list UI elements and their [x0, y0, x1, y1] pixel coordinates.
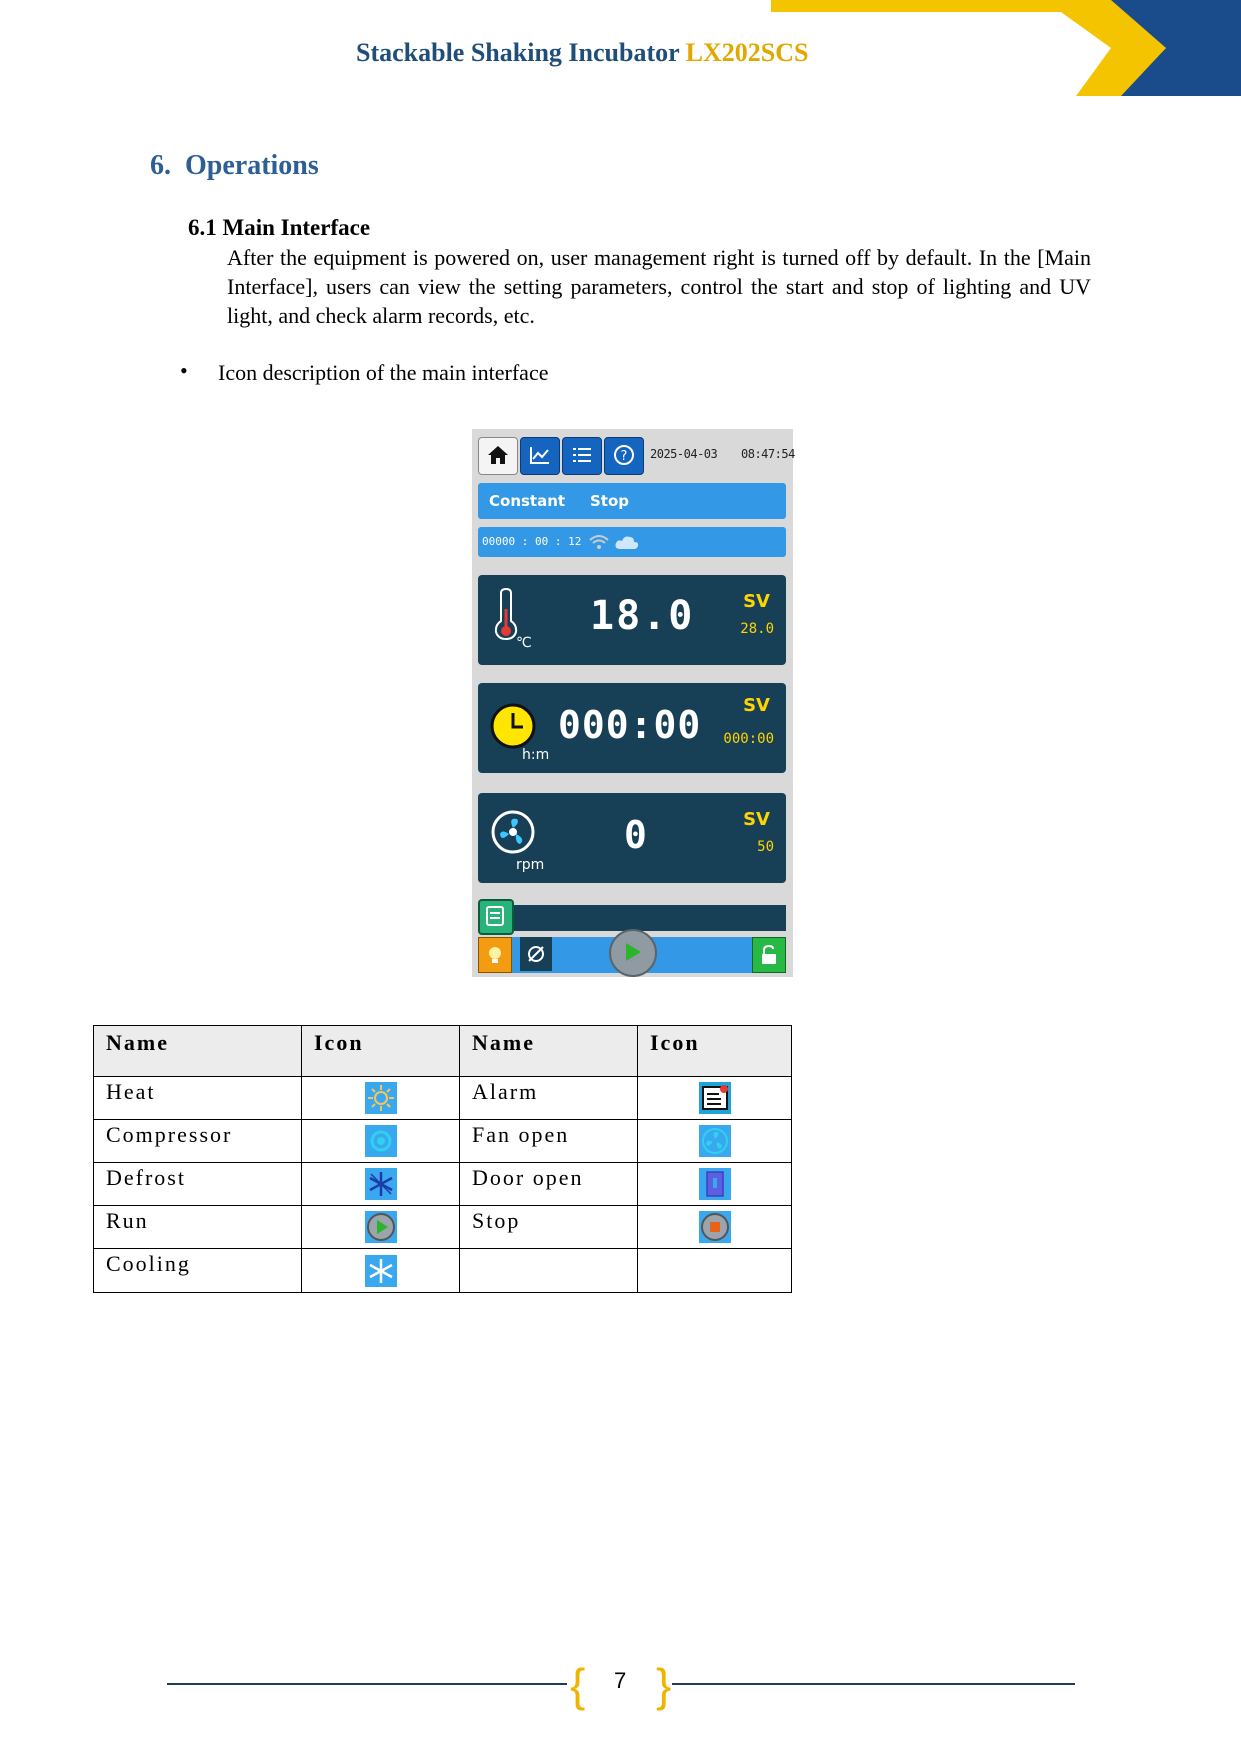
run-icon	[365, 1211, 397, 1243]
document-header-title	[356, 38, 809, 68]
table-row	[94, 1120, 792, 1163]
icon-description-table	[93, 1025, 792, 1293]
bullet-symbol: •	[180, 358, 188, 383]
speed-sv-value: 50	[757, 839, 774, 855]
thermometer-icon	[492, 587, 520, 641]
speed-unit: rpm	[516, 857, 545, 873]
alarm-strip	[478, 905, 786, 931]
run-button[interactable]	[609, 929, 657, 977]
curve-tab-button[interactable]	[520, 437, 560, 475]
cloud-icon	[614, 533, 640, 551]
table-row	[94, 1163, 792, 1206]
footer-bracket-left: {	[570, 1659, 586, 1711]
alarm-icon	[699, 1082, 731, 1114]
footer-line-right	[672, 1683, 1075, 1685]
info-bar	[478, 527, 786, 557]
stop-icon	[699, 1211, 731, 1243]
header-corner-decoration	[771, 0, 1241, 96]
svg-text:?: ?	[620, 449, 628, 464]
temperature-unit: ℃	[516, 635, 532, 651]
lock-button[interactable]	[752, 937, 786, 973]
help-icon	[612, 444, 636, 466]
intro-paragraph: After the equipment is powered on, user management right is turned off by default. In the [Main Interface], users can view the setting parameters, control the start and stop of lighting and UV light, and check alarm records, etc.	[227, 245, 1091, 328]
fan-speed-icon	[490, 809, 536, 855]
temperature-sv-value: 28.0	[740, 621, 774, 637]
icon-name: Run	[94, 1206, 302, 1249]
table-header: Name	[460, 1026, 638, 1077]
timer-value: 000:00	[558, 703, 702, 747]
icon-name: Alarm	[460, 1077, 638, 1120]
timer-sv-value: 000:00	[723, 731, 774, 747]
timer-panel[interactable]	[478, 683, 786, 773]
run-counter: 00000 : 00 : 12	[482, 535, 582, 548]
main-interface-screenshot	[472, 429, 793, 977]
chart-icon	[528, 444, 552, 466]
home-tab-button[interactable]	[478, 437, 518, 475]
compressor-icon	[365, 1125, 397, 1157]
snowflake-icon	[365, 1255, 397, 1287]
icon-name: Stop	[460, 1206, 638, 1249]
table-header: Icon	[638, 1026, 792, 1077]
section-title: Operations	[185, 150, 319, 181]
home-icon	[486, 444, 510, 466]
icon-name: Compressor	[94, 1120, 302, 1163]
icon-name: Door open	[460, 1163, 638, 1206]
footer-bracket-right: }	[656, 1659, 672, 1711]
page-number: 7	[614, 1668, 627, 1693]
table-row	[94, 1206, 792, 1249]
document-icon	[485, 906, 505, 926]
lighting-button[interactable]	[478, 937, 512, 973]
timer-sv-label: SV	[743, 695, 770, 716]
wifi-icon	[588, 533, 610, 551]
section-heading	[150, 150, 319, 182]
door-icon	[699, 1168, 731, 1200]
run-mode: Constant	[489, 492, 566, 510]
footer-line-left	[167, 1683, 567, 1685]
defrost-icon	[365, 1168, 397, 1200]
table-row	[94, 1249, 792, 1293]
sun-icon	[365, 1082, 397, 1114]
product-name: Stackable Shaking Incubator	[356, 38, 680, 67]
speed-panel[interactable]	[478, 793, 786, 883]
bulb-icon	[484, 944, 506, 966]
section-number: 6.	[150, 150, 171, 181]
temperature-sv-label: SV	[743, 591, 770, 612]
run-state: Stop	[590, 492, 630, 510]
icon-name: Defrost	[94, 1163, 302, 1206]
uv-off-icon	[525, 943, 547, 965]
play-icon	[624, 942, 642, 962]
alarm-record-button[interactable]	[478, 899, 514, 935]
screen-time: 08:47:54	[741, 447, 795, 461]
menu-tab-button[interactable]	[562, 437, 602, 475]
temperature-value: 18.0	[590, 593, 695, 639]
icon-name: Cooling	[94, 1249, 302, 1293]
table-header: Icon	[302, 1026, 460, 1077]
icon-name: Heat	[94, 1077, 302, 1120]
help-tab-button[interactable]	[604, 437, 644, 475]
fan-icon	[699, 1125, 731, 1157]
empty-cell	[638, 1249, 792, 1293]
unlock-icon	[759, 944, 779, 966]
bullet-text: Icon description of the main interface	[218, 360, 549, 385]
table-header: Name	[94, 1026, 302, 1077]
status-bar	[478, 483, 786, 519]
icon-name	[460, 1249, 638, 1293]
list-icon	[570, 444, 594, 466]
speed-value: 0	[624, 813, 649, 857]
subsection-heading: 6.1 Main Interface	[188, 215, 371, 240]
uv-button[interactable]	[520, 937, 552, 971]
screen-date: 2025-04-03	[650, 447, 718, 461]
temperature-panel[interactable]	[478, 575, 786, 665]
product-model: LX202SCS	[685, 38, 809, 67]
icon-name: Fan open	[460, 1120, 638, 1163]
speed-sv-label: SV	[743, 809, 770, 830]
timer-unit: h:m	[522, 747, 550, 763]
table-row	[94, 1077, 792, 1120]
clock-icon	[490, 703, 536, 749]
